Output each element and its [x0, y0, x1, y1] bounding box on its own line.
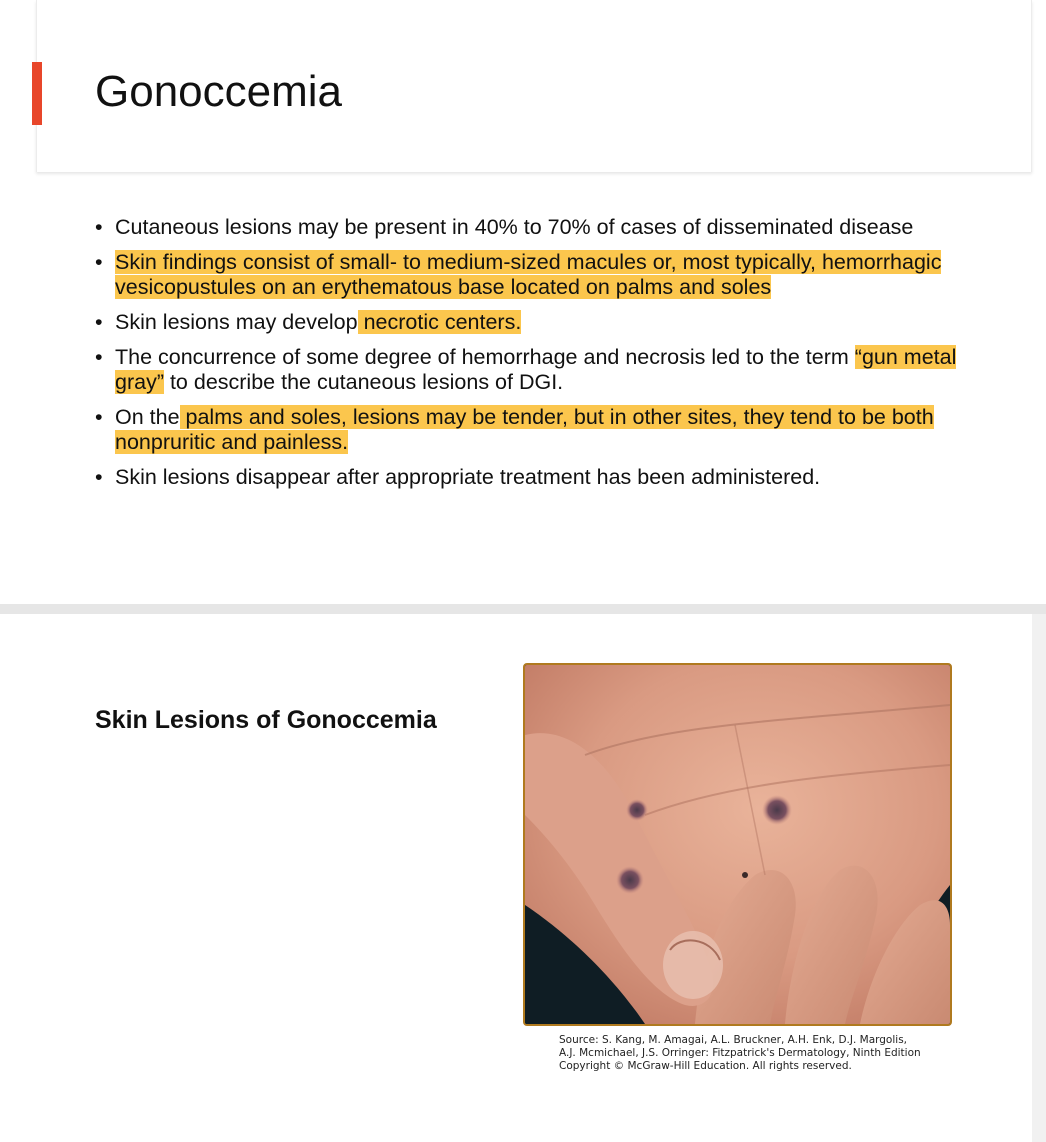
bullet-item	[95, 465, 995, 490]
bullet-text: Cutaneous lesions may be present in 40% to 70% of cases of disseminated disease	[115, 215, 914, 239]
slide-divider	[0, 604, 1046, 614]
bullet-list	[95, 215, 995, 500]
hand-photo-illustration	[525, 665, 950, 1024]
caption-line: A.J. Mcmichael, J.S. Orringer: Fitzpatrick's Dermatology, Ninth Edition	[559, 1047, 921, 1059]
caption-line: Copyright © McGraw-Hill Education. All rights reserved.	[559, 1060, 852, 1072]
bullet-item	[95, 250, 995, 300]
title-accent-bar	[32, 62, 42, 125]
bullet-text: Skin lesions disappear after appropriate treatment has been administered.	[115, 465, 821, 489]
bullet-item	[95, 310, 995, 335]
hand-lesions-photo	[523, 663, 952, 1026]
caption-line: Source: S. Kang, M. Amagai, A.L. Bruckner, A.H. Enk, D.J. Margolis,	[559, 1034, 907, 1046]
bullet-item	[95, 215, 995, 240]
highlighted-text: Skin findings consist of small- to medium-sized macules or, most typically, hemorrhagic vesicopustules on an erythematous base located on palms and soles	[115, 250, 942, 299]
bullet-text: On the	[115, 405, 180, 429]
highlighted-text: necrotic centers.	[357, 310, 522, 334]
bullet-item	[95, 405, 995, 455]
bullet-text: to describe the cutaneous lesions of DGI.	[163, 370, 564, 394]
bullet-item	[95, 345, 995, 395]
image-slide-title: Skin Lesions of Gonoccemia	[95, 706, 437, 734]
bullet-text: The concurrence of some degree of hemorrhage and necrosis led to the term	[115, 345, 855, 369]
bullet-text: Skin lesions may develop	[115, 310, 358, 334]
slide-title: Gonoccemia	[95, 67, 343, 116]
highlighted-text: “gun metal gray”	[115, 345, 957, 394]
highlighted-text: palms and soles, lesions may be tender, but in other sites, they tend to be both nonpruritic and painless.	[115, 405, 934, 454]
image-source-caption	[559, 1034, 979, 1073]
